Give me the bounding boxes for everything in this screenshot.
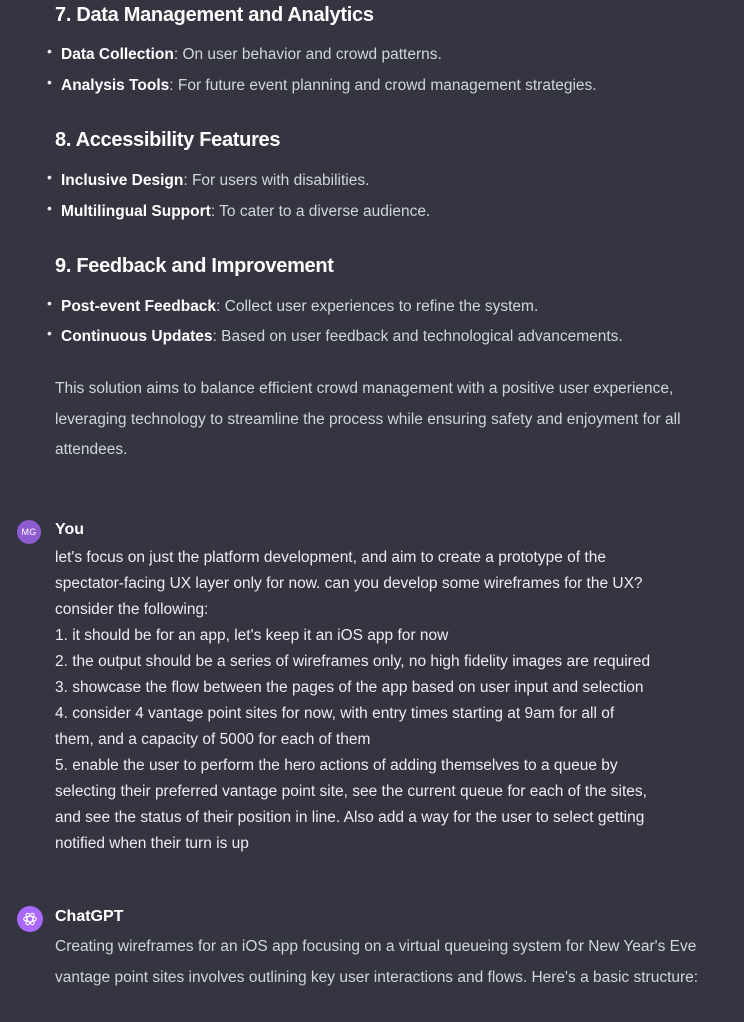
message-line: notified when their turn is up — [55, 835, 249, 852]
list-item-term: Analysis Tools — [61, 77, 170, 94]
list-item-text: : Collect user experiences to refine the system. — [216, 298, 539, 315]
message-line: and see the status of their position in line. Also add a way for the user to select getting — [55, 809, 645, 826]
bullet-icon: • — [47, 43, 52, 59]
bullet-icon: • — [47, 295, 52, 311]
message-line: selecting their preferred vantage point site, see the current queue for each of the sites, — [55, 783, 647, 800]
list-item-term: Inclusive Design — [61, 172, 184, 189]
message-line: consider the following: — [55, 601, 209, 618]
list-item — [47, 295, 539, 316]
section-heading: 9. Feedback and Improvement — [55, 255, 334, 277]
avatar: MG — [17, 520, 41, 544]
assistant-message-body: Creating wireframes for an iOS app focusing on a virtual queueing system for New Year's Eve vantage point sites involves outlining key user interactions and flows. Here's a basic structure: — [55, 938, 699, 986]
message-author: You — [55, 521, 85, 538]
list-item — [47, 200, 431, 221]
message-author: ChatGPT — [55, 908, 124, 925]
list-item-term: Post-event Feedback — [61, 298, 217, 315]
message-line: 4. consider 4 vantage point sites for now, with entry times starting at 9am for all of — [55, 705, 615, 722]
list-item-text: : Based on user feedback and technological advancements. — [212, 328, 623, 345]
list-item-term: Data Collection — [61, 46, 174, 63]
user-message-body — [55, 545, 735, 857]
message-line: 3. showcase the flow between the pages of the app based on user input and selection — [55, 679, 644, 696]
list-item — [47, 169, 370, 190]
list-item-text: : For users with disabilities. — [183, 172, 370, 189]
summary-paragraph: This solution aims to balance efficient crowd management with a positive user experience, leveraging technology to streamline the process while ensuring safety and enjoyment for all attendees. — [55, 380, 681, 458]
list-item-term: Continuous Updates — [61, 328, 213, 345]
list-item-term: Multilingual Support — [61, 203, 211, 220]
list-item — [47, 74, 597, 95]
section-heading: 8. Accessibility Features — [55, 129, 281, 151]
bullet-icon: • — [47, 325, 52, 341]
message-line: spectator-facing UX layer only for now. can you develop some wireframes for the UX? — [55, 575, 643, 592]
message-line: them, and a capacity of 5000 for each of them — [55, 731, 371, 748]
message-line: 1. it should be for an app, let's keep it an iOS app for now — [55, 627, 449, 644]
list-item — [47, 325, 623, 346]
list-item-text: : For future event planning and crowd management strategies. — [169, 77, 597, 94]
section-heading: 7. Data Management and Analytics — [55, 4, 374, 26]
bullet-icon: • — [47, 74, 52, 90]
bullet-icon: • — [47, 200, 52, 216]
list-item — [47, 43, 442, 64]
message-line: let's focus on just the platform development, and aim to create a prototype of the — [55, 549, 606, 566]
message-line: 5. enable the user to perform the hero actions of adding themselves to a queue by — [55, 757, 618, 774]
bullet-icon: • — [47, 169, 52, 185]
message-line: 2. the output should be a series of wireframes only, no high fidelity images are required — [55, 653, 651, 670]
chatgpt-logo-icon — [17, 906, 43, 932]
list-item-text: : On user behavior and crowd patterns. — [173, 46, 442, 63]
list-item-text: : To cater to a diverse audience. — [210, 203, 431, 220]
